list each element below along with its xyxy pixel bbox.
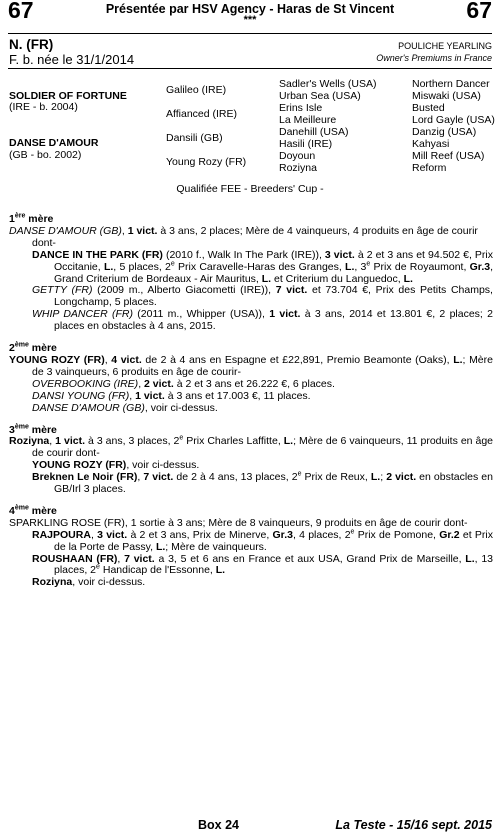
pedigree-divider <box>8 68 492 69</box>
pedigree-gen4: Mill Reef (USA) <box>412 150 485 162</box>
pedigree-gen2: Affianced (IRE) <box>166 108 238 120</box>
lot-number-right: 67 <box>466 0 492 23</box>
pedigree-gen4: Northern Dancer <box>412 78 490 90</box>
produce-entry: WHIP DANCER (FR) (2011 m., Whipper (USA)), 1 vict. à 3 ans, 2014 et 13.801 €, 2 places; 2 places en obstacles à 4 ans, 2015. <box>32 308 494 333</box>
pedigree-gen3: Urban Sea (USA) <box>279 90 361 102</box>
sire-info: (IRE - b. 2004) <box>9 101 78 113</box>
dam-name: DANSE D'AMOUR <box>9 137 99 149</box>
pedigree-gen4: Miswaki (USA) <box>412 90 481 102</box>
sale-info: La Teste - 15/16 sept. 2015 <box>335 818 492 832</box>
section-title-m1: 1ère mère <box>9 212 54 225</box>
produce-entry: Roziyna, voir ci-dessus. <box>32 576 146 589</box>
qualification-line: Qualifiée FEE - Breeders' Cup - <box>176 183 324 195</box>
pedigree-gen4: Reform <box>412 162 447 174</box>
section-title-m4: 4ème mère <box>9 504 57 517</box>
pedigree-gen3: Hasili (IRE) <box>279 138 333 150</box>
produce-entry: DANSI YOUNG (FR), 1 vict. à 3 ans et 17.003 €, 11 places. <box>32 389 311 402</box>
pedigree-gen4: Kahyasi <box>412 138 450 150</box>
pedigree-gen4: Busted <box>412 102 445 114</box>
produce-entry: RAJPOURA, 3 vict. à 2 et 3 ans, Prix de Minerve, Gr.3, 4 places, 2e Prix de Pomone, Gr.2 et Prix de la Porte de Passy, L.; Mère de vainqueurs. <box>32 528 493 553</box>
pedigree-gen2: Galileo (IRE) <box>166 84 227 96</box>
lot-number-left: 67 <box>8 0 34 23</box>
dam-record: YOUNG ROZY (FR), 4 vict. de 2 à 4 ans en Espagne et £22,891, Premio Beamonte (Oaks), L.; Mère de 3 vainqueurs, 6 produits en âge de courir- <box>9 353 493 378</box>
pedigree-gen3: Danehill (USA) <box>279 126 349 138</box>
pedigree-gen4: Lord Gayle (USA) <box>412 114 495 126</box>
dam-record: SPARKLING ROSE (FR), 1 sortie à 3 ans; Mère de 8 vainqueurs, 9 produits en âge de courir dont- <box>9 516 468 529</box>
box-number: Box 24 <box>198 818 239 832</box>
dam-record: DANSE D'AMOUR (GB), 1 vict. à 3 ans, 2 places; Mère de 4 vainqueurs, 4 produits en âge de courir dont- <box>9 224 478 249</box>
produce-entry: Breknen Le Noir (FR), 7 vict. de 2 à 4 ans, 13 places, 2e Prix de Reux, L.; 2 vict. en obstacles en GB/Irl 3 places. <box>32 470 493 496</box>
family-text <box>9 208 493 589</box>
dam-record: Roziyna, 1 vict. à 3 ans, 3 places, 2e Prix Charles Laffitte, L.; Mère de 6 vainqueurs, 11 produits en âge de courir dont- <box>9 434 493 460</box>
pedigree-gen3: Sadler's Wells (USA) <box>279 78 377 90</box>
pedigree-gen3: La Meilleure <box>279 114 337 126</box>
horse-name: N. (FR) <box>9 37 54 52</box>
horse-description: F. b. née le 31/1/2014 <box>9 52 135 67</box>
rating-stars: *** <box>243 14 257 26</box>
pedigree-gen2: Dansili (GB) <box>166 132 223 144</box>
produce-entry: DANCE IN THE PARK (FR) (2010 f., Walk In The Park (IRE)), 3 vict. à 2 et 3 ans et 94.502 €, Prix Occitanie, L., 5 places, 2e Prix Caravelle-Haras des Granges, L., 3e Prix de Royaumont, Gr.3, Grand Criterium de Bordeaux - Air Mauritus, L. et Criterium du Languedoc, L. <box>32 248 493 285</box>
horse-category: POULICHE YEARLING <box>398 41 492 51</box>
sire-name: SOLDIER OF FORTUNE <box>9 90 127 102</box>
pedigree-gen4: Danzig (USA) <box>412 126 477 138</box>
header-divider <box>8 33 492 34</box>
produce-entry: DANSE D'AMOUR (GB), voir ci-dessus. <box>32 401 218 414</box>
produce-entry: GETTY (FR) (2009 m., Alberto Giacometti (IRE)), 7 vict. et 73.704 €, Prix des Petits Champs, Longchamp, 5 places. <box>32 284 493 309</box>
pedigree-gen2: Young Rozy (FR) <box>166 156 247 168</box>
pedigree-gen3: Erins Isle <box>279 102 323 114</box>
section-title-m2: 2ème mère <box>9 341 57 355</box>
consignor-title: Présentée par HSV Agency - Haras de St Vincent <box>105 2 395 16</box>
produce-entry: OVERBOOKING (IRE), 2 vict. à 2 et 3 ans et 26.222 €, 6 places. <box>32 377 335 390</box>
premium-note: Owner's Premiums in France <box>376 53 492 63</box>
section-title-m3: 3ème mère <box>9 423 57 436</box>
pedigree-gen3: Doyoun <box>279 150 316 162</box>
pedigree-gen3: Roziyna <box>279 162 317 174</box>
dam-info: (GB - bo. 2002) <box>9 149 82 161</box>
produce-entry: ROUSHAAN (FR), 7 vict. a 3, 5 et 6 ans en France et aux USA, Grand Prix de Marseille, L., 13 places, 2e Handicap de l'Essonne, L. <box>32 552 493 577</box>
produce-entry: YOUNG ROZY (FR), voir ci-dessus. <box>32 459 200 472</box>
